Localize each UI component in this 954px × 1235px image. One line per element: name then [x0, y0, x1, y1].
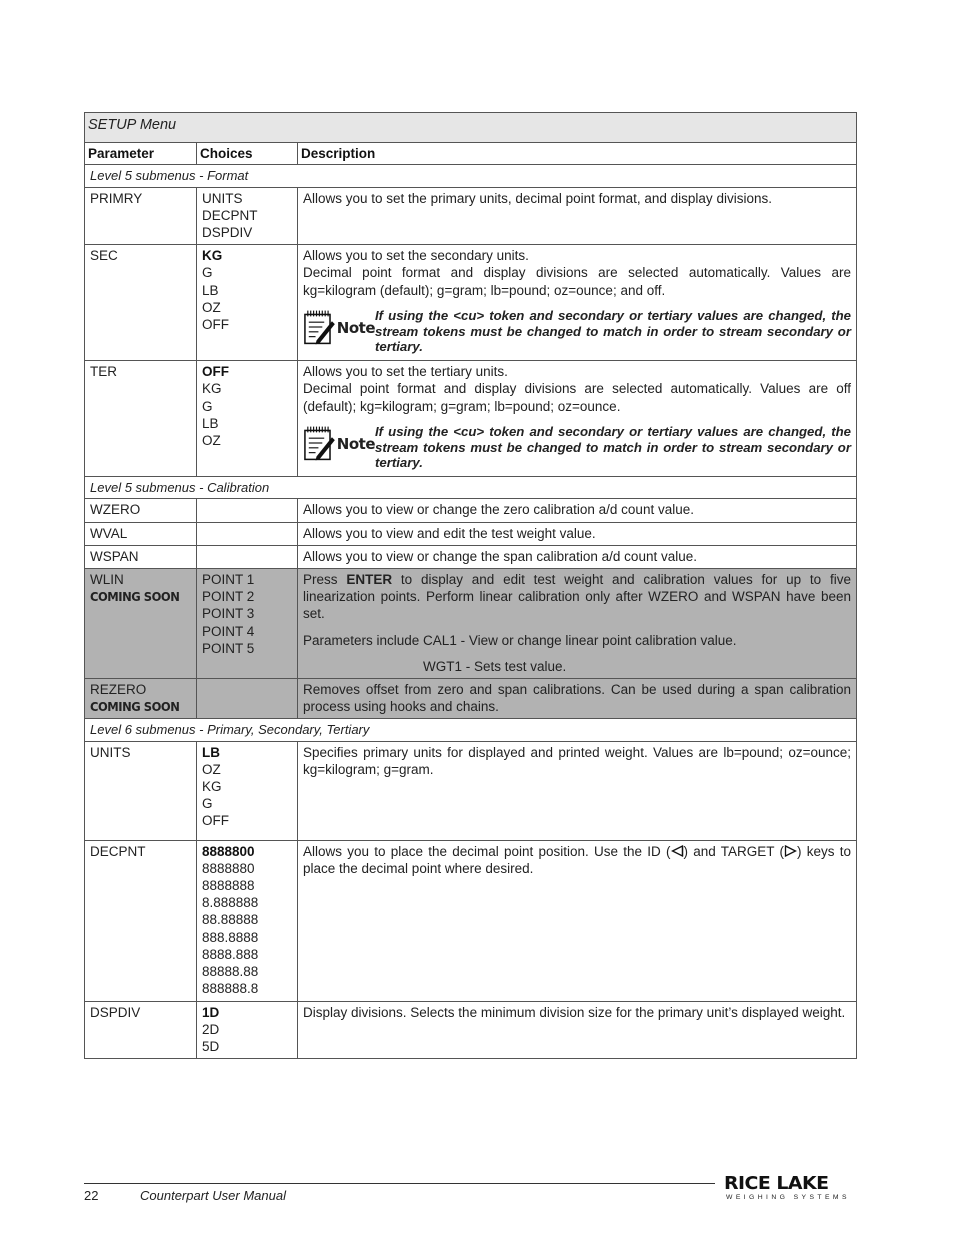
rice-lake-logo — [724, 1175, 852, 1201]
desc-primry: Allows you to set the primary units, decimal point format, and display divisions. — [298, 187, 857, 245]
choice: 888888.8 — [202, 981, 259, 997]
choices-empty — [197, 679, 298, 719]
table-row — [85, 245, 857, 361]
desc-wspan: Allows you to view or change the span calibration a/d count value. — [298, 545, 857, 568]
choices-empty — [197, 499, 298, 522]
param-ter: TER — [85, 361, 197, 477]
table-row — [85, 361, 857, 477]
desc-dspdiv: Display divisions. Selects the minimum division size for the primary unit’s displayed weight. — [298, 1001, 857, 1059]
desc-wlin — [298, 569, 857, 679]
note-label: Note — [336, 435, 375, 454]
choice: 8.888888 — [202, 895, 259, 911]
choice: POINT 3 — [202, 606, 255, 622]
choices-dspdiv — [197, 1001, 298, 1059]
table-row — [85, 1001, 857, 1059]
desc-line: Press ENTER to display and edit test weight and calibration values for up to five linearization points. Perform linear calibration only after WZERO and WSPAN have been set. — [303, 572, 851, 622]
setup-menu-table — [84, 112, 857, 1059]
page-number: 22 — [84, 1188, 99, 1203]
desc-wval: Allows you to view and edit the test weight value. — [298, 522, 857, 545]
note-pad-pencil-icon — [303, 424, 336, 462]
choices-ter — [197, 361, 298, 477]
choice-default: 1D — [202, 1004, 220, 1020]
param-name: WLIN — [90, 572, 124, 588]
choice: LB — [202, 282, 219, 298]
choice: OZ — [202, 761, 221, 777]
choice: G — [202, 398, 213, 414]
header-parameter: Parameter — [85, 143, 197, 165]
choice: 2D — [202, 1021, 220, 1037]
footer-rule — [84, 1183, 715, 1184]
param-primry: PRIMRY — [85, 187, 197, 245]
desc-line: Decimal point format and display divisions are selected automatically. Values are off (default); kg=kilogram; g=gram; lb=pound; oz=ounce. — [303, 381, 851, 414]
section-level5-calibration: Level 5 submenus - Calibration — [85, 477, 857, 499]
section-level5-format: Level 5 submenus - Format — [85, 165, 857, 187]
table-row — [85, 840, 857, 1001]
choice-default: KG — [202, 248, 223, 264]
table-row — [85, 187, 857, 245]
note-box — [303, 308, 851, 355]
choice: DECPNT — [202, 207, 258, 223]
param-wlin — [85, 569, 197, 679]
param-sec: SEC — [85, 245, 197, 361]
param-wspan: WSPAN — [85, 545, 197, 568]
table-row — [85, 741, 857, 840]
choice: G — [202, 265, 213, 281]
param-rezero — [85, 679, 197, 719]
choice: KG — [202, 779, 222, 795]
choice: 88888.88 — [202, 964, 259, 980]
desc-sec — [298, 245, 857, 361]
choice: 8888880 — [202, 860, 255, 876]
desc-line: Parameters include CAL1 - View or change linear point calibration value. — [303, 632, 737, 648]
choice-default: LB — [202, 744, 220, 760]
enter-key-label: ENTER — [346, 572, 393, 588]
choice: POINT 1 — [202, 572, 255, 588]
choice-default: OFF — [202, 364, 229, 380]
choice: 8888.888 — [202, 946, 259, 962]
choice: OFF — [202, 813, 229, 829]
note-label: Note — [336, 319, 375, 338]
param-dspdiv: DSPDIV — [85, 1001, 197, 1059]
logo-sub-text: WEIGHING SYSTEMS — [726, 1194, 850, 1201]
param-name: REZERO — [90, 682, 147, 698]
desc-units: Specifies primary units for displayed and printed weight. Values are lb=pound; oz=ounce; kg=kilogram; g=gram. — [298, 741, 857, 840]
table-row — [85, 499, 857, 522]
table-row — [85, 545, 857, 568]
choice: LB — [202, 415, 219, 431]
choice: POINT 2 — [202, 589, 255, 605]
logo-main-text: RICE LAKE — [724, 1173, 829, 1194]
param-wval: WVAL — [85, 522, 197, 545]
table-row — [85, 569, 857, 679]
choice-default: 8888800 — [202, 843, 255, 859]
coming-soon-label: COMING SOON — [90, 589, 180, 605]
desc-line: WGT1 - Sets test value. — [423, 658, 567, 674]
header-description: Description — [298, 143, 857, 165]
choices-units — [197, 741, 298, 840]
choice: UNITS — [202, 190, 243, 206]
choice: POINT 4 — [202, 623, 255, 639]
desc-line: Allows you to set the secondary units. — [303, 248, 529, 264]
section-level6: Level 6 submenus - Primary, Secondary, Tertiary — [85, 719, 857, 741]
note-text: If using the <cu> token and secondary or tertiary values are changed, the stream tokens must be changed to match in order to stream secondary or tertiary. — [375, 307, 851, 355]
table-caption: SETUP Menu — [85, 113, 857, 143]
desc-line: Decimal point format and display divisions are selected automatically. Values are kg=kilogram (default); g=gram; lb=pound; oz=ounce; and off. — [303, 265, 851, 298]
param-wzero: WZERO — [85, 499, 197, 522]
desc-rezero: Removes offset from zero and span calibrations. Can be used during a span calibration process using hooks and chains. — [298, 679, 857, 719]
choices-primry — [197, 187, 298, 245]
choice: OZ — [202, 433, 221, 449]
left-triangle-icon — [671, 845, 684, 857]
desc-wzero: Allows you to view or change the zero calibration a/d count value. — [298, 499, 857, 522]
choice: KG — [202, 381, 222, 397]
note-pad-pencil-icon — [303, 308, 336, 346]
right-triangle-icon — [784, 845, 797, 857]
choices-sec — [197, 245, 298, 361]
coming-soon-label: COMING SOON — [90, 699, 180, 715]
choice: POINT 5 — [202, 640, 255, 656]
choice: OZ — [202, 299, 221, 315]
note-box — [303, 424, 851, 471]
choice: 888.8888 — [202, 929, 259, 945]
choice: G — [202, 796, 213, 812]
choice: DSPDIV — [202, 225, 253, 241]
header-choices: Choices — [197, 143, 298, 165]
choices-wlin — [197, 569, 298, 679]
table-row — [85, 679, 857, 719]
desc-ter — [298, 361, 857, 477]
choice: 8888888 — [202, 878, 255, 894]
param-decpnt: DECPNT — [85, 840, 197, 1001]
param-units: UNITS — [85, 741, 197, 840]
desc-line: Allows you to set the tertiary units. — [303, 364, 508, 380]
choices-empty — [197, 522, 298, 545]
choice: OFF — [202, 317, 229, 333]
manual-title: Counterpart User Manual — [140, 1188, 286, 1203]
note-text: If using the <cu> token and secondary or tertiary values are changed, the stream tokens must be changed to match in order to stream secondary or tertiary. — [375, 423, 851, 471]
table-row — [85, 522, 857, 545]
desc-decpnt: Allows you to place the decimal point position. Use the ID ( ) and TARGET ( ) keys to place the decimal point where desired. — [298, 840, 857, 1001]
choices-decpnt — [197, 840, 298, 1001]
choice: 88.88888 — [202, 912, 259, 928]
choices-empty — [197, 545, 298, 568]
choice: 5D — [202, 1038, 220, 1054]
